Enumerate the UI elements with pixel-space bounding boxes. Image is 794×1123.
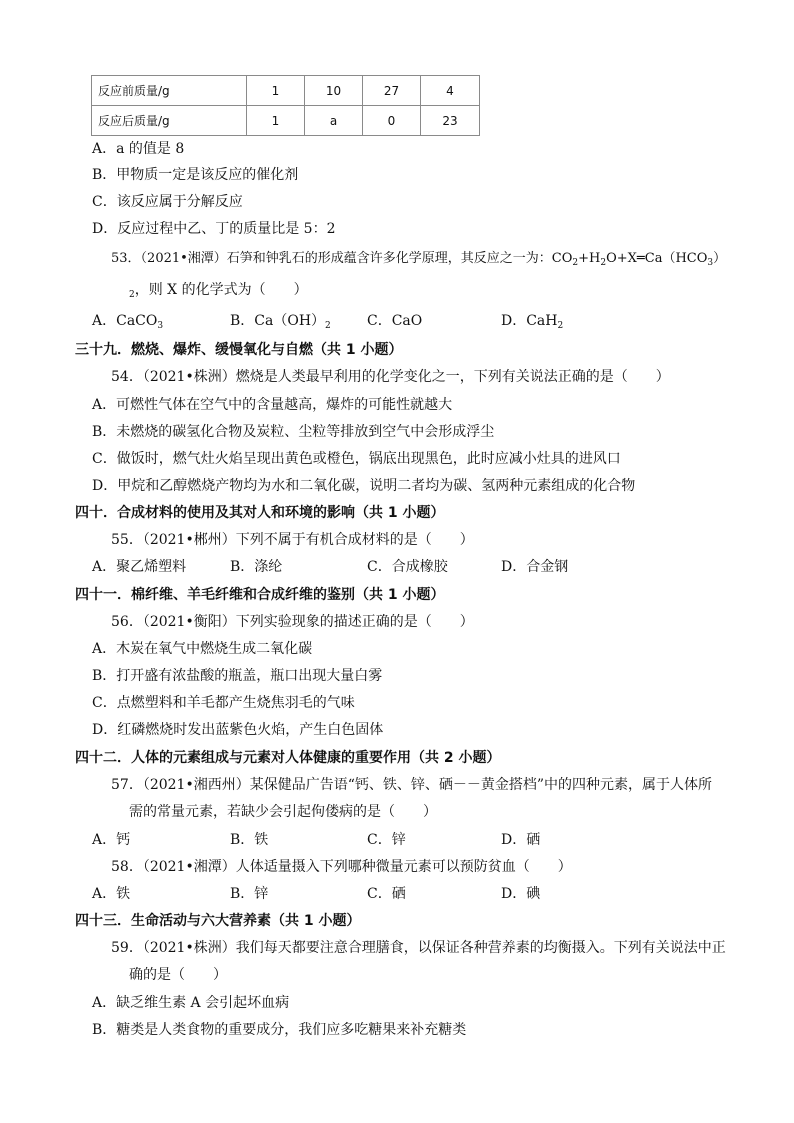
table-row	[92, 106, 480, 136]
q58-option-d: D．碘	[501, 886, 541, 902]
q53-option-d: D．CaH$_2$	[501, 313, 564, 331]
q57-option-c: C．锌	[367, 832, 406, 848]
q54-option-d: D．甲烷和乙醇燃烧产物均为水和二氧化碳，说明二者均为碳、氢两种元素组成的化合物	[92, 478, 636, 494]
q58-option-a: A．铁	[92, 886, 131, 902]
section-heading: 四十三．生命活动与六大营养素（共 1 小题）	[75, 913, 361, 929]
q53-question-line2: $_2$，则 X 的化学式为（ ）	[129, 282, 308, 300]
q57-option-a: A．钙	[92, 832, 131, 848]
q59-option-b: B．糖类是人类食物的重要成分，我们应多吃糖果来补充糖类	[92, 1022, 467, 1038]
q55-option-c: C．合成橡胶	[367, 559, 448, 575]
q56-option-d: D．红磷燃烧时发出蓝紫色火焰，产生白色固体	[92, 722, 384, 738]
q55-option-b: B．涤纶	[230, 559, 283, 575]
q57-option-b: B．铁	[230, 832, 269, 848]
q53-question: 53．（2021•湘潭）石笋和钟乳石的形成蕴含许多化学原理，其反应之一为：$CO_2+H_2O+X═Ca(HCO_3)$	[111, 251, 727, 268]
table-cell: a	[305, 106, 363, 136]
q59-question: 59．（2021•株洲）我们每天都要注意合理膳食，以保证各种营养素的均衡摄入。下列有关说法中正	[111, 940, 726, 956]
q56-option-a: A．木炭在氧气中燃烧生成二氧化碳	[92, 641, 313, 657]
q52-option-b: B．甲物质一定是该反应的催化剂	[92, 167, 299, 183]
q55-option-d: D．合金钢	[501, 559, 569, 575]
q56-option-c: C．点燃塑料和羊毛都产生烧焦羽毛的气味	[92, 695, 355, 711]
table-cell: 27	[363, 76, 421, 106]
q57-option-d: D．硒	[501, 832, 541, 848]
table-cell: 0	[363, 106, 421, 136]
q54-question: 54．（2021•株洲）燃烧是人类最早利用的化学变化之一，下列有关说法正确的是（ ）	[111, 369, 670, 385]
section-heading: 四十．合成材料的使用及其对人和环境的影响（共 1 小题）	[75, 505, 445, 521]
q53-option-b: B．$Ca(OH)_2$	[230, 313, 331, 331]
table-cell: 反应前质量/g	[92, 76, 247, 106]
table-cell: 1	[247, 106, 305, 136]
q58-option-c: C．硒	[367, 886, 406, 902]
q55-option-a: A．聚乙烯塑料	[92, 559, 187, 575]
q58-option-b: B．锌	[230, 886, 269, 902]
q54-option-a: A．可燃性气体在空气中的含量越高，爆炸的可能性就越大	[92, 397, 453, 413]
q52-option-d: D．反应过程中乙、丁的质量比是 5：2	[92, 221, 336, 237]
q56-question: 56．（2021•衡阳）下列实验现象的描述正确的是（ ）	[111, 614, 474, 630]
section-heading: 四十二．人体的元素组成与元素对人体健康的重要作用（共 2 小题）	[75, 750, 501, 766]
table-cell: 4	[421, 76, 480, 106]
mass-table	[91, 75, 480, 136]
q57-question: 57．（2021•湘西州）某保健品广告语“钙、铁、锌、硒－－黄金搭档”中的四种元素，属于人体所	[111, 777, 713, 793]
table-cell: 1	[247, 76, 305, 106]
section-heading: 三十九．燃烧、爆炸、缓慢氧化与自燃（共 1 小题）	[75, 342, 403, 358]
q56-option-b: B．打开盛有浓盐酸的瓶盖，瓶口出现大量白雾	[92, 668, 383, 684]
q59-question-line2: 确的是（ ）	[129, 967, 227, 983]
q52-option-c: C．该反应属于分解反应	[92, 194, 243, 210]
section-heading: 四十一．棉纤维、羊毛纤维和合成纤维的鉴别（共 1 小题）	[75, 587, 445, 603]
q53-option-a: A．CaCO$_3$	[92, 313, 164, 331]
q59-option-a: A．缺乏维生素 A 会引起坏血病	[92, 995, 290, 1011]
q53-option-c: C．CaO	[367, 313, 423, 329]
q54-option-b: B．未燃烧的碳氢化合物及炭粒、尘粒等排放到空气中会形成浮尘	[92, 424, 495, 440]
q52-option-a: A．a 的值是 8	[92, 141, 185, 157]
table-cell: 反应后质量/g	[92, 106, 247, 136]
q55-question: 55．（2021•郴州）下列不属于有机合成材料的是（ ）	[111, 532, 474, 548]
q58-question: 58．（2021•湘潭）人体适量摄入下列哪种微量元素可以预防贫血（ ）	[111, 859, 572, 875]
q54-option-c: C．做饭时，燃气灶火焰呈现出黄色或橙色，锅底出现黑色，此时应减小灶具的进风口	[92, 451, 621, 467]
table-row	[92, 76, 480, 106]
table-cell: 10	[305, 76, 363, 106]
table-cell: 23	[421, 106, 480, 136]
q57-question-line2: 需的常量元素，若缺少会引起佝偻病的是（ ）	[129, 804, 437, 820]
